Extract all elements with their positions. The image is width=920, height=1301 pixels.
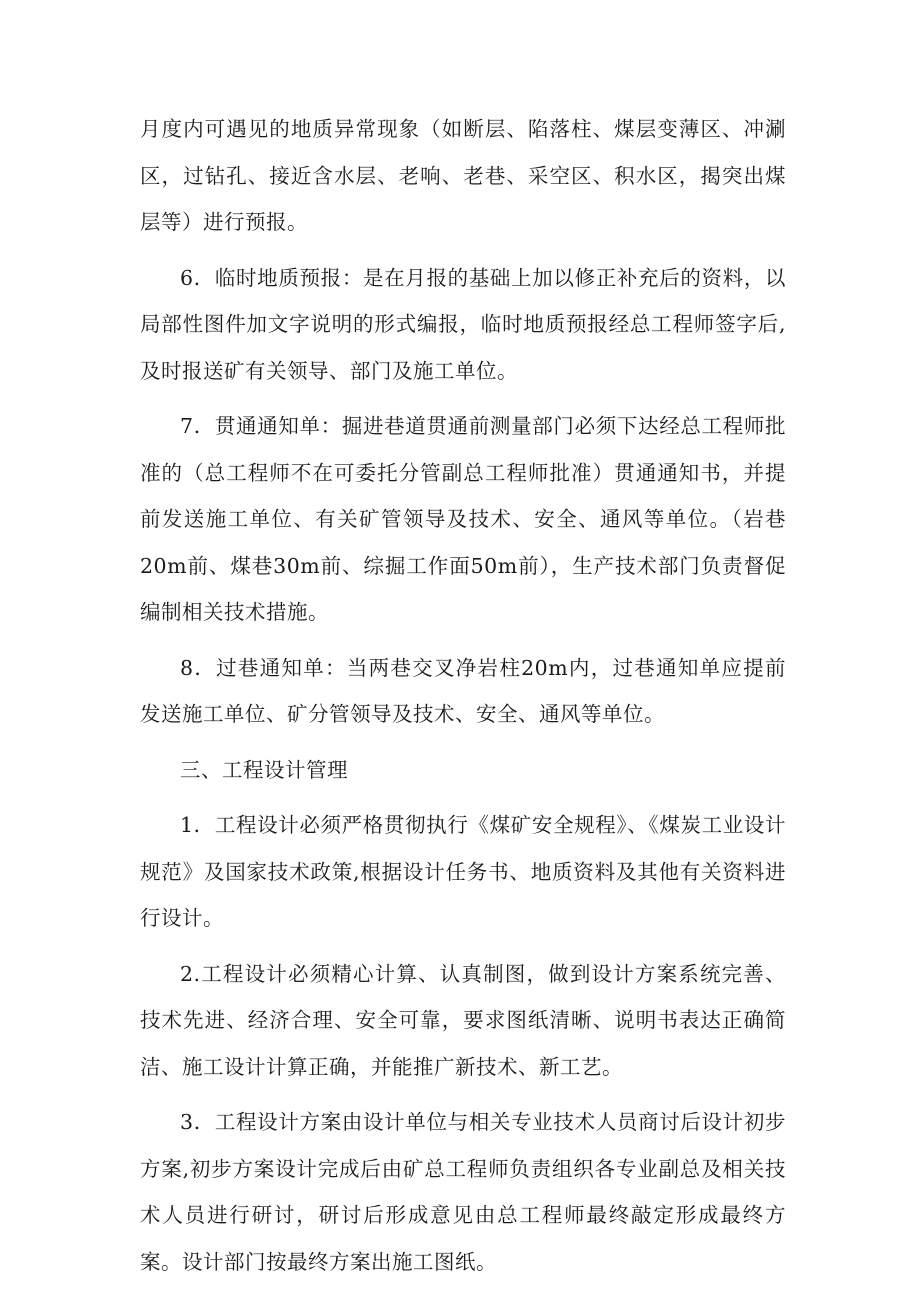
- paragraph-design-2: 2.工程设计必须精心计算、认真制图，做到设计方案系统完善、技术先进、经济合理、安全可靠，要求图纸清晰、说明书表达正确简洁、施工设计计算正确，并能推广新技术、新工艺。: [140, 961, 786, 1079]
- document-body: [140, 106, 786, 1285]
- paragraph-item-7-breakthrough-notice: 7．贯通通知单：掘进巷道贯通前测量部门必须下达经总工程师批准的（总工程师不在可委托分管副总工程师批准）贯通通知书，并提前发送施工单位、有关矿管领导及技术、安全、通风等单位。（岩巷20m前、煤巷30m前、综掘工作面50m前），生产技术部门负责督促编制相关技术措施。: [140, 414, 786, 624]
- paragraph-item-6-temporary-geo-forecast: 6．临时地质预报：是在月报的基础上加以修正补充后的资料，以局部性图件加文字说明的形式编报，临时地质预报经总工程师签字后,及时报送矿有关领导、部门及施工单位。: [140, 265, 786, 383]
- paragraph-item-8-crossing-notice: 8．过巷通知单：当两巷交叉净岩柱20m内，过巷通知单应提前发送施工单位、矿分管领导及技术、安全、通风等单位。: [140, 655, 786, 726]
- paragraph-design-3: 3．工程设计方案由设计单位与相关专业技术人员商讨后设计初步方案,初步方案设计完成后由矿总工程师负责组织各专业副总及相关技术人员进行研讨，研讨后形成意见由总工程师最终敲定形成最终方案。设计部门按最终方案出施工图纸。: [140, 1110, 786, 1274]
- paragraph-geo-anomaly-continued: 月度内可遇见的地质异常现象（如断层、陷落柱、煤层变薄区、冲涮区，过钻孔、接近含水层、老响、老巷、采空区、积水区，揭突出煤层等）进行预报。: [140, 117, 786, 234]
- section-heading-engineering-design: 三、工程设计管理: [180, 757, 348, 782]
- paragraph-design-1: 1．工程设计必须严格贯彻执行《煤矿安全规程》、《煤炭工业设计规范》及国家技术政策,根据设计任务书、地质资料及其他有关资料进行设计。: [140, 813, 786, 930]
